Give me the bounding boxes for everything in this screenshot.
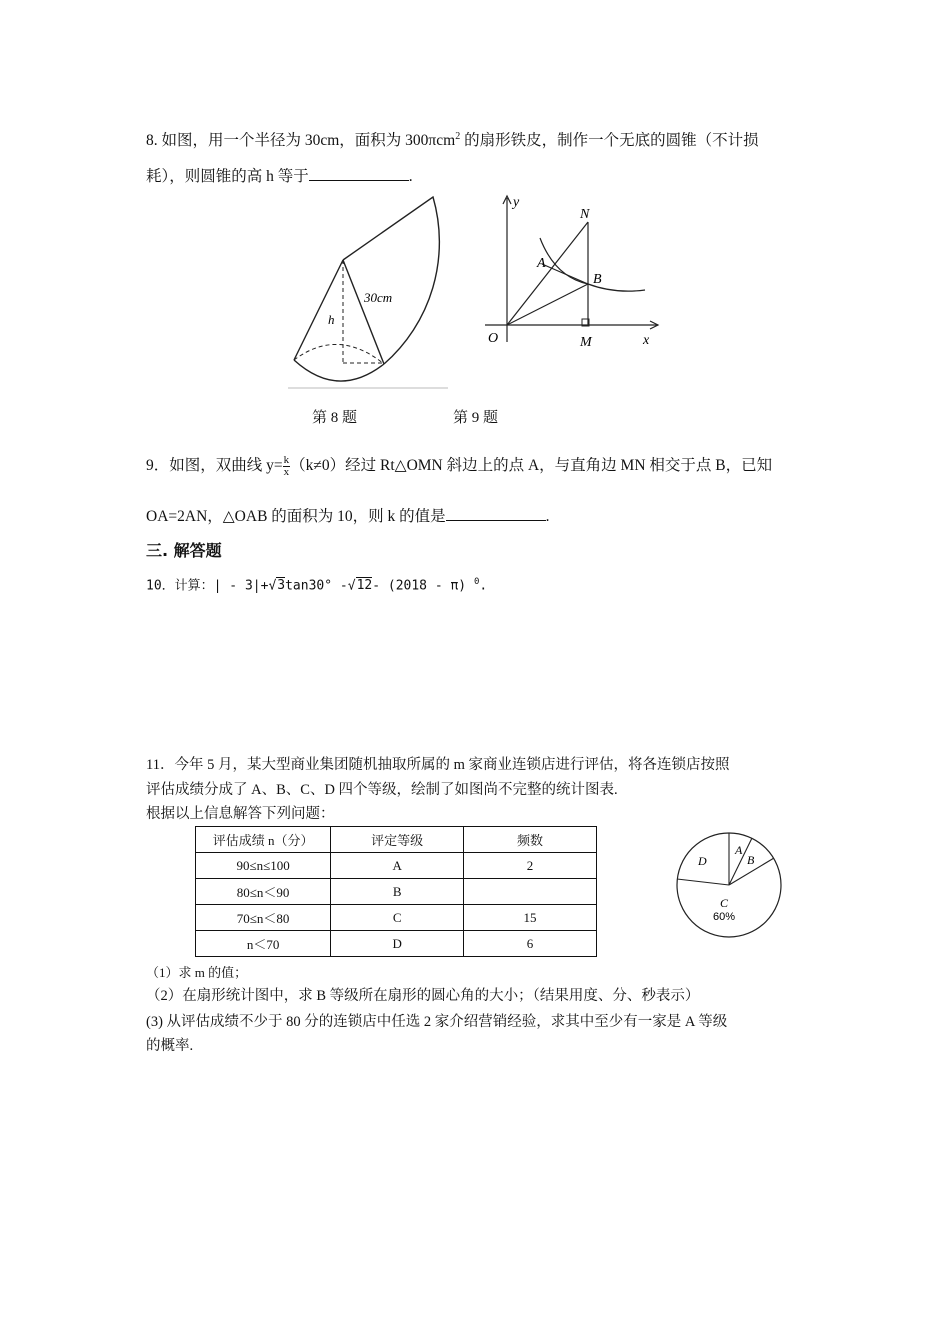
fig9-label-n: N — [580, 207, 590, 222]
table-header-cell: 评定等级 — [331, 827, 464, 853]
q9-fraction-denominator: x — [283, 466, 290, 478]
q11-sub3-line2: 的概率. — [146, 1038, 194, 1054]
table-header-row — [196, 827, 597, 853]
q8-line2-text: 耗），则圆锥的高 h 等于 — [146, 168, 309, 185]
q10-line — [146, 573, 487, 595]
pie-c-percent: 60% — [713, 911, 736, 923]
q9-text-b: （k≠0）经过 Rt△OMN 斜边上的点 A，与直角边 MN 相交于点 B，已知 — [290, 457, 773, 475]
q11-line3: 根据以上信息解答下列问题： — [146, 806, 335, 822]
table-cell: 90≤n≤100 — [196, 853, 331, 879]
pie-chart — [674, 830, 786, 942]
q11-sub2: （2）在扇形统计图中，求 B 等级所在扇形的圆心角的大小；（结果用度、分、秒表示） — [146, 988, 700, 1004]
fig9-label-o: O — [488, 331, 499, 346]
pie-label-c: C — [720, 896, 729, 910]
fig9-label-x: x — [643, 333, 650, 348]
fig8-height-label: h — [328, 312, 335, 327]
q10-sqrt12-radicand: 12 — [356, 578, 373, 594]
q9-answer-blank[interactable] — [446, 505, 546, 521]
table-row — [196, 879, 597, 905]
q10-sqrt12: √12 — [347, 578, 373, 594]
q9-line2 — [146, 505, 550, 527]
q10-text-c: tan30° - — [285, 578, 348, 594]
q9-period: . — [545, 508, 550, 525]
q9-line2-text: OA=2AN，△OAB 的面积为 10，则 k 的值是 — [146, 508, 446, 525]
q11-line2: 评估成绩分成了 A、B、C、D 四个等级，绘制了如图尚不完整的统计图表. — [146, 782, 618, 798]
fig9-label-m: M — [580, 335, 592, 350]
fig9-label-a: A — [537, 256, 546, 271]
fig8-caption: 第 8 题 — [312, 410, 358, 426]
q10-superscript: 0 — [473, 577, 480, 587]
q10-abs: | - 3| — [213, 578, 261, 594]
table-cell: C — [331, 905, 464, 931]
table-cell: n＜70 — [196, 931, 331, 957]
table-cell: 80≤n＜90 — [196, 879, 331, 905]
q8-line2 — [146, 165, 413, 187]
table-header-cell: 评估成绩 n（分） — [196, 827, 331, 853]
q10-text-d: - (2018 - π) — [372, 578, 474, 594]
q8-text-a: 8. 如图，用一个半径为 30cm，面积为 300πcm — [146, 132, 456, 150]
table-cell: A — [331, 853, 464, 879]
q10-sqrt3-radicand: 3 — [277, 578, 286, 594]
q9-fraction — [283, 455, 291, 478]
q8-answer-blank[interactable] — [309, 165, 409, 181]
q11-sub3-line1: (3) 从评估成绩不少于 80 分的连锁店中任选 2 家介绍营销经验，求其中至少有一家是 A 等级 — [146, 1014, 728, 1030]
q10-period: . — [479, 578, 488, 594]
table-cell: 15 — [464, 905, 597, 931]
fig8-radius-label: 30cm — [364, 290, 393, 305]
fig9-label-b: B — [593, 272, 602, 287]
table-header-cell: 频数 — [464, 827, 597, 853]
figure-8-cone — [288, 192, 453, 392]
pie-label-a: A — [735, 843, 743, 857]
q10-text-a: 10．计算： — [146, 578, 214, 594]
q8-period: . — [408, 168, 413, 185]
pie-label-b: B — [747, 853, 755, 867]
table-row — [196, 931, 597, 957]
q10-plus: + — [260, 578, 269, 594]
table-cell: B — [331, 879, 464, 905]
table-row — [196, 905, 597, 931]
figure-9-graph — [480, 192, 665, 352]
q9-fraction-numerator: k — [283, 454, 290, 466]
q10-sqrt3: √3 — [268, 578, 286, 594]
pie-divider — [677, 879, 729, 885]
q8-line1 — [146, 127, 759, 151]
table-cell — [464, 879, 597, 905]
section-3-heading: 三. 解答题 — [146, 541, 222, 560]
table-cell: 2 — [464, 853, 597, 879]
q11-sub1: （1）求 m 的值； — [146, 965, 248, 980]
pie-label-d: D — [698, 854, 707, 868]
q9-line1 — [146, 455, 772, 478]
table-cell: 6 — [464, 931, 597, 957]
q9-text-a: 9．如图，双曲线 y= — [146, 457, 283, 475]
table-cell: D — [331, 931, 464, 957]
q8-text-b: 的扇形铁皮，制作一个无底的圆锥（不计损 — [460, 132, 759, 150]
table-cell: 70≤n＜80 — [196, 905, 331, 931]
table-row — [196, 853, 597, 879]
score-table — [195, 826, 597, 957]
q8-superscript: 2 — [455, 131, 461, 142]
q11-line1: 11．今年 5 月，某大型商业集团随机抽取所属的 m 家商业连锁店进行评估，将各连锁店按照 — [146, 757, 730, 773]
fig9-label-y: y — [513, 195, 520, 210]
fig9-caption: 第 9 题 — [453, 410, 499, 426]
